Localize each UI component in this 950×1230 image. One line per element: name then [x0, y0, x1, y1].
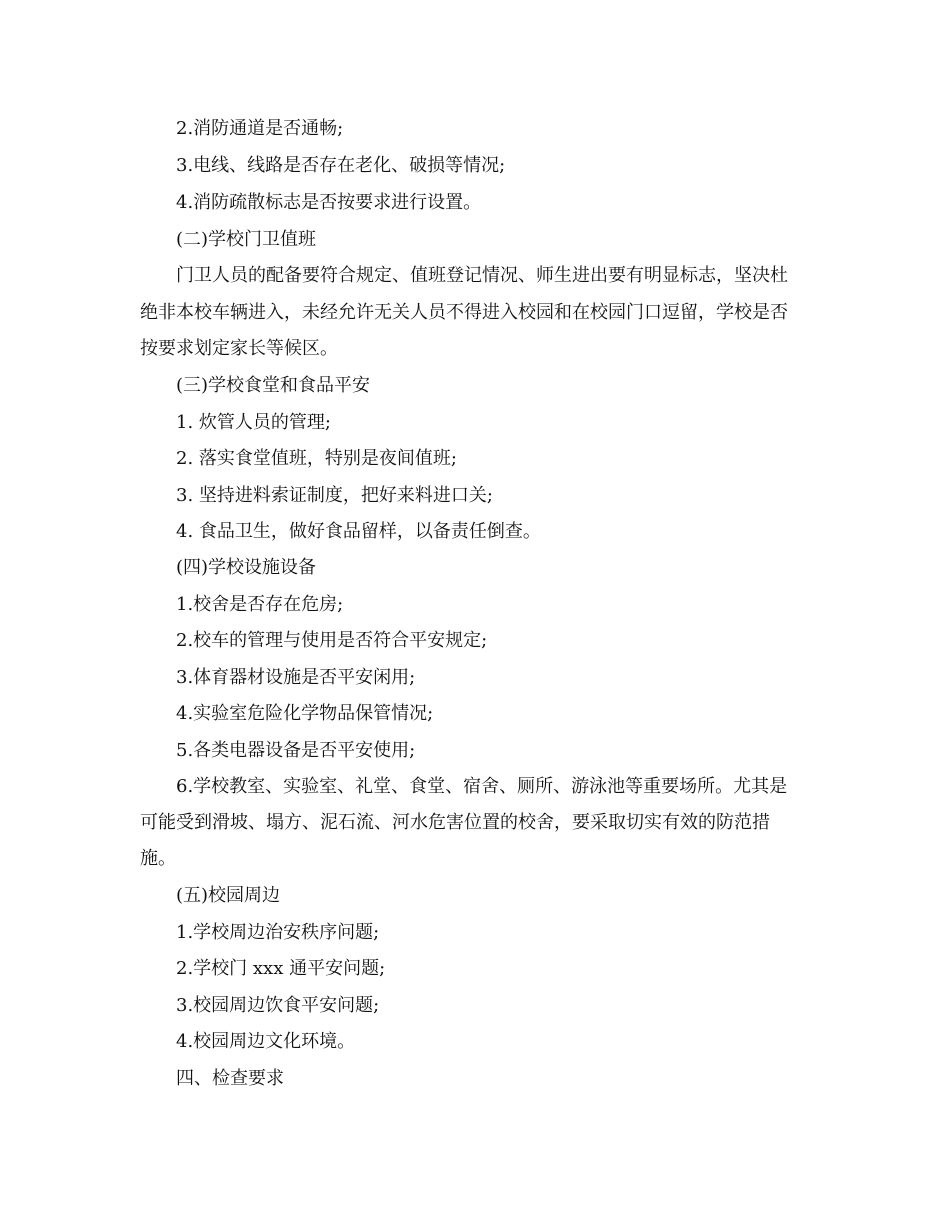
text-line: 2.学校门 xxx 通平安问题; — [176, 958, 386, 979]
section-heading: (五)校园周边 — [176, 885, 281, 906]
paragraph-line: 可能受到滑坡、塌方、泥石流、河水危害位置的校舍，要采取切实有效的防范措 — [140, 812, 770, 833]
text-line: 4.实验室危险化学物品保管情况; — [176, 703, 434, 724]
paragraph-line: 按要求划定家长等候区。 — [140, 338, 338, 359]
text-line: 3. 坚持进料索证制度，把好来料进口关; — [176, 485, 493, 506]
text-line: 3.电线、线路是否存在老化、破损等情况; — [176, 155, 506, 176]
text-line: 2.校车的管理与使用是否符合平安规定; — [176, 630, 488, 651]
text-line: 5.各类电器设备是否平安使用; — [176, 740, 416, 761]
text-line: 3.校园周边饮食平安问题; — [176, 995, 380, 1016]
paragraph-line: 施。 — [140, 848, 176, 869]
section-heading: (二)学校门卫值班 — [176, 229, 317, 250]
text-line: 1.校舍是否存在危房; — [176, 594, 344, 615]
paragraph-line: 绝非本校车辆进入，未经允许无关人员不得进入校园和在校园门口逗留，学校是否 — [140, 302, 788, 323]
section-heading: 四、检查要求 — [176, 1068, 284, 1089]
text-line: 4.校园周边文化环境。 — [176, 1031, 356, 1052]
text-line: 3.体育器材设施是否平安闲用; — [176, 667, 416, 688]
paragraph-line: 门卫人员的配备要符合规定、值班登记情况、师生进出要有明显标志，坚决杜 — [176, 265, 788, 286]
text-line: 1. 炊管人员的管理; — [176, 412, 331, 433]
text-line: 2. 落实食堂值班，特别是夜间值班; — [176, 448, 457, 469]
text-line: 4. 食品卫生，做好食品留样，以备责任倒查。 — [176, 521, 541, 542]
text-line: 1.学校周边治安秩序问题; — [176, 922, 380, 943]
text-line: 2.消防通道是否通畅; — [176, 118, 344, 139]
paragraph-line: 6.学校教室、实验室、礼堂、食堂、宿舍、厕所、游泳池等重要场所。尤其是 — [176, 776, 788, 797]
section-heading: (三)学校食堂和食品平安 — [176, 375, 371, 396]
section-heading: (四)学校设施设备 — [176, 557, 317, 578]
text-line: 4.消防疏散标志是否按要求进行设置。 — [176, 192, 482, 213]
